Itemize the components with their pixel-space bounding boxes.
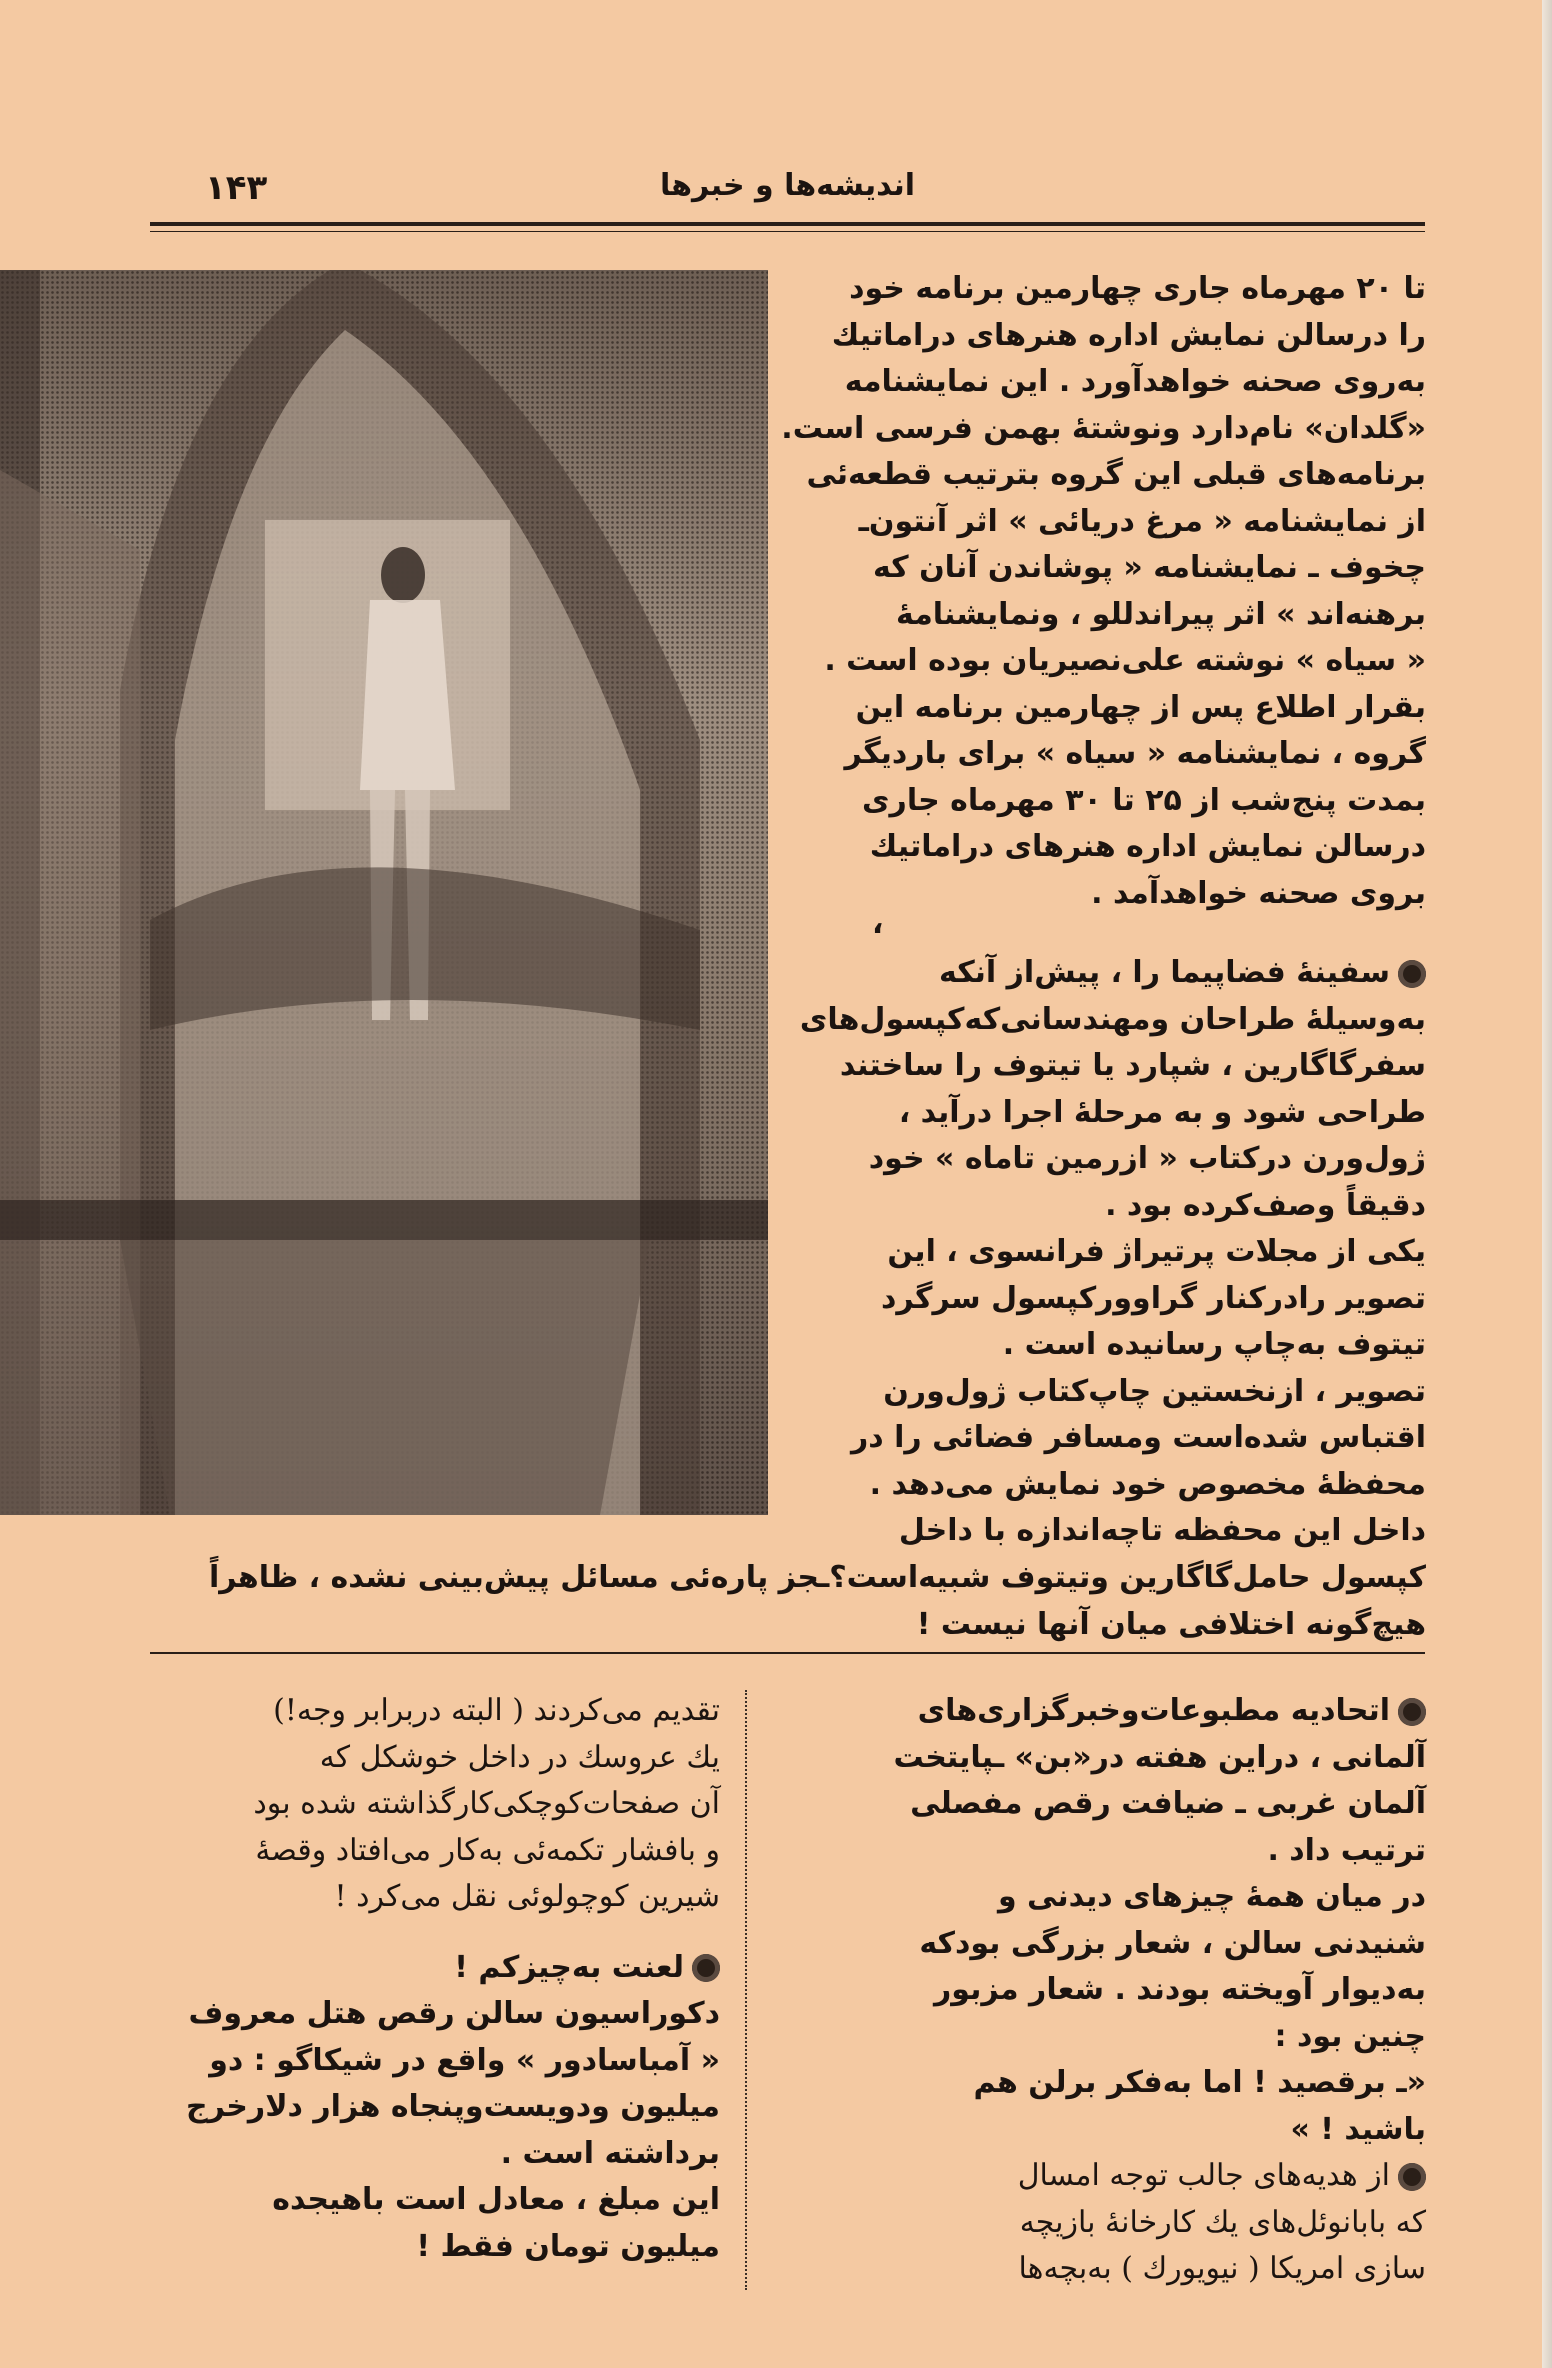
text-line: در میان همهٔ چیزهای دیدنی و [997,1879,1426,1914]
text-line: «گلدان» نام‌دارد ونوشتهٔ بهمن فرسی است. [781,410,1426,446]
text-line: شیرین کوچولوئی نقل می‌کرد ! [334,1879,720,1914]
text-line: محفظهٔ مخصوص خود نمایش می‌دهد . [869,1466,1426,1502]
text-line: برهنه‌اند » اثر پیراندللو ، ونمایشنامهٔ [896,596,1426,632]
text-line: به‌دیوار آویخته بودند . شعار مزبور [934,1972,1426,2007]
text-line: « سیاه » نوشته علی‌نصیریان بوده است . [824,643,1426,678]
text-line: درسالن نمایش اداره هنرهای دراماتیك [869,829,1426,864]
bullet-icon [1398,960,1426,988]
text-line: سفرگاگارین ، شپارد یا تیتوف را ساختند [839,1048,1426,1083]
article-spacecraft [776,950,1426,1555]
text-line: تا ۲۰ مهرماه جاری چهارمین برنامه خود [849,271,1426,306]
header-rule-thin [150,231,1425,232]
text-line: را درسالن نمایش اداره هنرهای دراماتیك [831,317,1426,353]
text-line: کپسول حامل‌گاگارین وتیتوف شبیه‌است؟ـجز پاره‌ئی مسائل پیش‌بینی نشده ، ظاهراً [208,1560,1426,1595]
text-line: بمدت پنج‌شب از ۲۵ تا ۳۰ مهرماه جاری [862,782,1426,818]
article-santa-gifts-and-decor [150,1688,720,2270]
text-line: به‌روی صحنه خواهدآورد . این نمایشنامه [844,364,1426,399]
text-line: یك عروسك در داخل خوشکل که [319,1739,720,1775]
text-line: از نمایشنامه « مرغ دریائی » اثر آنتون‌ـ [858,503,1426,539]
section-heading [150,1945,720,1992]
text-line: ترتیب داد . [1267,1832,1426,1868]
text-line: آن صفحات‌کوچکی‌کارگذاشته شده بود [253,1786,720,1821]
bullet-icon [692,1954,720,1982]
text-line-content: از هدیه‌های جالب توجه امسال [1017,2158,1390,2193]
text-line [776,950,1426,997]
article-spacecraft-continued [180,1555,1426,1648]
engraving-illustration [0,270,768,1515]
text-line: « آمباسادور » واقع در شیکاگو : دو [209,2042,720,2078]
text-line: یکی از مجلات پرتیراژ فرانسوی ، این [887,1234,1426,1269]
text-line: چنین بود : [1274,2018,1426,2054]
text-line [800,2153,1426,2200]
column-divider [745,1690,747,2290]
text-line: دکوراسیون سالن رقص هتل معروف [188,1996,720,2031]
text-line: بقرار اطلاع پس از چهارمین برنامه این [855,689,1426,725]
article-theatre [776,266,1426,917]
text-line: میلیون تومان فقط ! [416,2228,720,2264]
text-line: سازی امریکا ( نیویورك ) به‌بچه‌ها [1018,2251,1426,2286]
stray-comma: ، [872,906,884,941]
text-line-content: سفینهٔ فضاپیما را ، پیش‌از آنکه [939,955,1390,990]
heading-text: لعنت به‌چیزکم ! [454,1949,684,1985]
text-line: هیچ‌گونه اختلافی میان آنها نیست ! [916,1606,1426,1642]
text-line: برداشته است . [500,2135,720,2171]
text-line: این مبلغ ، معادل است باهیجده [272,2182,720,2217]
text-line: تصویر ، ازنخستین چاپ‌کتاب ژول‌ورن [883,1373,1426,1409]
text-line-content: اتحادیه مطبوعات‌وخبرگزاری‌های [917,1693,1390,1728]
text-line: که بابانوئل‌های یك کارخانهٔ بازیچه [1019,2204,1426,2240]
text-line: دقیقاً وصف‌کرده بود . [1105,1187,1426,1223]
text-line [800,1688,1426,1735]
running-title: اندیشه‌ها و خبرها [659,168,916,203]
text-line: تصویر رادرکنار گراوورکپسول سرگرد [880,1280,1426,1316]
text-line: بروی صحنه خواهدآمد . [1091,875,1426,911]
bullet-icon [1398,2163,1426,2191]
text-line: شنیدنی سالن ، شعار بزرگی بودکه [919,1925,1426,1961]
text-line: به‌وسیلهٔ طراحان ومهندسانی‌که‌کپسول‌های [799,1001,1426,1037]
text-line: میلیون ودویست‌وپنجاه هزار دلارخرج [186,2089,720,2124]
text-line: آلمان غربی ـ ضیافت رقص مفصلی [910,1786,1426,1821]
text-line: ژول‌ورن درکتاب « ازرمین تاماه » خود [868,1141,1426,1176]
text-line: گروه ، نمایشنامه « سیاه » برای باردیگر [844,736,1426,771]
article-german-press-ball [800,1688,1426,2293]
text-line: طراحی شود و به مرحلهٔ اجرا درآید ، [898,1094,1426,1130]
text-line: و بافشار تکمه‌ئی به‌کار می‌افتاد وقصهٔ [255,1832,720,1868]
section-separator [150,1652,1425,1654]
bullet-icon [1398,1698,1426,1726]
header-rule-thick [150,222,1425,226]
page-edge [1542,0,1552,2368]
text-line: آلمانی ، دراین هفته در«بن» ـپایتخت [893,1739,1426,1775]
text-line: اقتباس شده‌است ومسافر فضائی را در [850,1420,1426,1455]
text-line: تیتوف به‌چاپ رسانیده است . [1002,1327,1426,1362]
text-line: باشید ! » [1290,2111,1426,2147]
text-line: «ـ برقصید ! اما به‌فکر برلن هم [973,2065,1426,2100]
text-line: داخل این محفظه تاچه‌اندازه با داخل [898,1513,1426,1548]
text-line: تقدیم می‌کردند ( البته دربرابر وجه!) [273,1693,720,1728]
text-line: برنامه‌های قبلی این گروه بترتیب قطعه‌ئی [806,457,1426,492]
page-header [150,168,1425,214]
page-number: ۱۴۳ [205,168,268,208]
text-line: چخوف ـ نمایشنامه « پوشاندن آنان که [872,550,1426,585]
